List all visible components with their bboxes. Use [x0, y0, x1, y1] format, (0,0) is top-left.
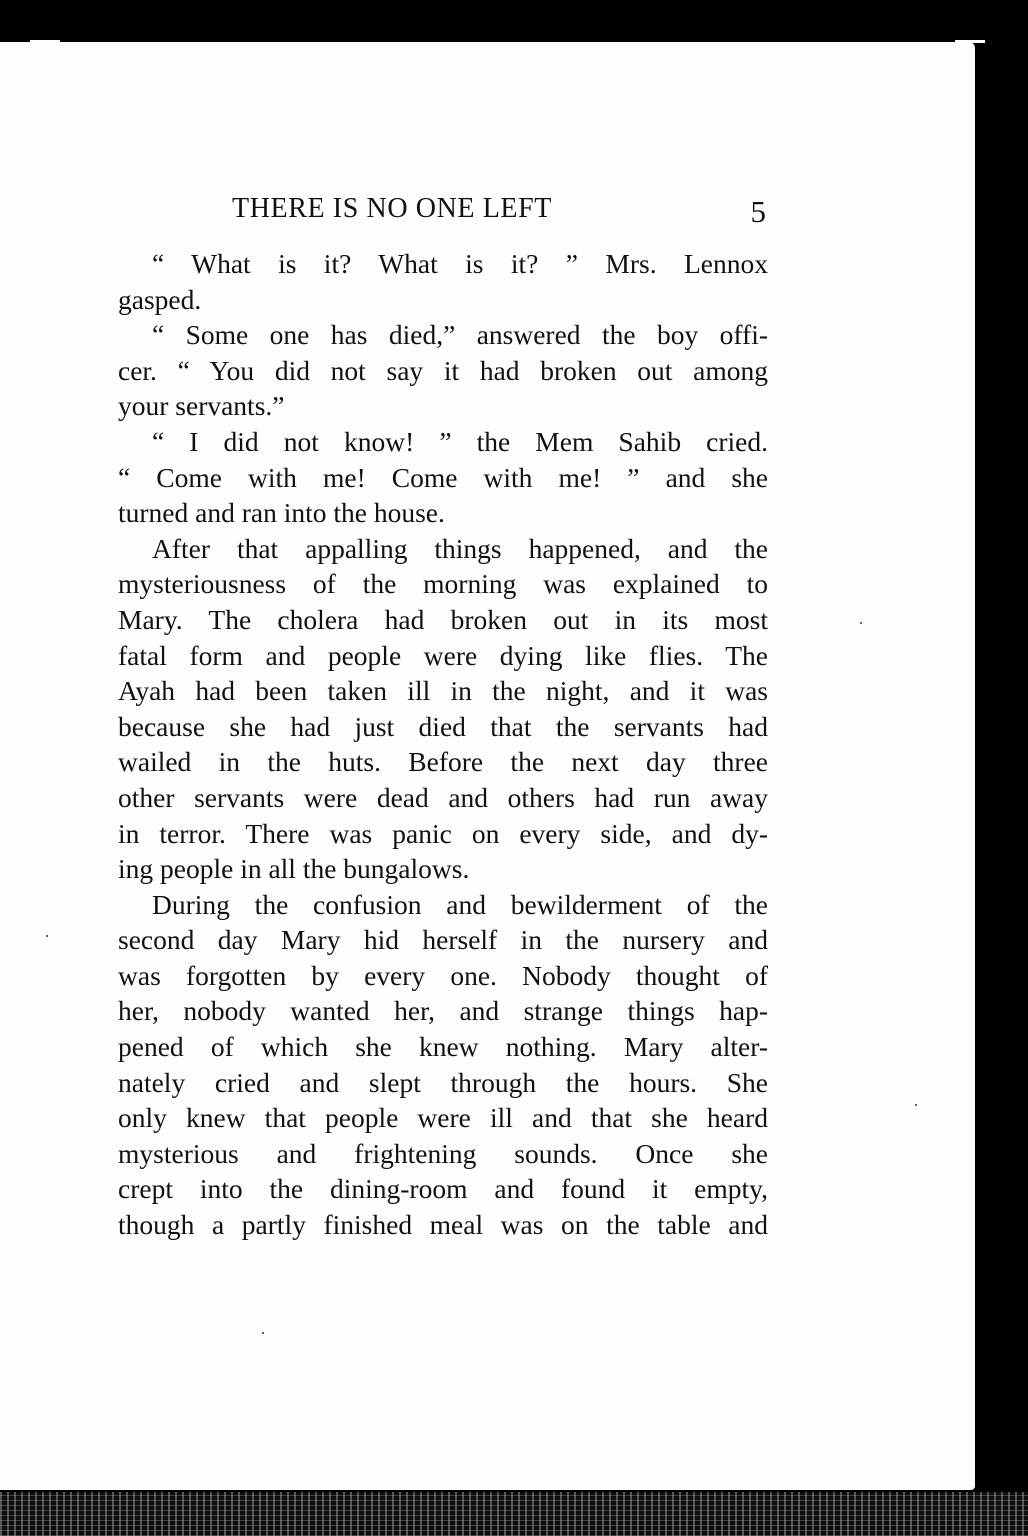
scan-bottom-noise [0, 1492, 1028, 1536]
page-number: 5 [750, 194, 766, 229]
running-head: THERE IS NO ONE LEFT [232, 193, 552, 224]
text-line: Ayah had been taken ill in the night, and it was [118, 675, 768, 707]
text-line: though a partly finished meal was on the table and [118, 1209, 768, 1241]
text-line: in terror. There was panic on every side, and dy- [118, 817, 768, 849]
text-line: fatal form and people were dying like flies. The [118, 639, 768, 671]
text-line: was forgotten by every one. Nobody thought of [118, 959, 768, 991]
text-line: mysterious and frightening sounds. Once she [118, 1137, 768, 1169]
text-line: “ Some one has died,” answered the boy offi- [152, 319, 768, 351]
scan-speck [46, 935, 48, 937]
text-line: “ Come with me! Come with me! ” and she [118, 461, 768, 493]
text-line: “ I did not know! ” the Mem Sahib cried. [152, 425, 768, 457]
text-line: second day Mary hid herself in the nursery and [118, 924, 768, 956]
page-header [118, 190, 768, 234]
text-line: crept into the dining-room and found it empty, [118, 1173, 768, 1205]
text-line: “ What is it? What is it? ” Mrs. Lennox [152, 248, 768, 279]
scan-speck [915, 1104, 917, 1106]
text-line: pened of which she knew nothing. Mary alter- [118, 1031, 768, 1063]
text-line: nately cried and slept through the hours. She [118, 1066, 768, 1098]
text-line: cer. “ You did not say it had broken out among [118, 354, 768, 386]
text-line: Mary. The cholera had broken out in its most [118, 603, 768, 635]
text-line: During the confusion and bewilderment of the [152, 888, 768, 920]
scan-speck [860, 622, 862, 624]
text-line: mysteriousness of the morning was explained to [118, 568, 768, 600]
text-line: her, nobody wanted her, and strange things hap- [118, 995, 768, 1027]
text-line: other servants were dead and others had run away [118, 781, 768, 813]
text-line: ing people in all the bungalows. [118, 853, 470, 885]
text-line: turned and ran into the house. [118, 497, 445, 529]
text-line: wailed in the huts. Before the next day three [118, 746, 768, 778]
text-line: After that appalling things happened, and the [152, 532, 768, 564]
scan-speck [262, 1332, 264, 1334]
text-line: only knew that people were ill and that she heard [118, 1102, 768, 1134]
text-line: because she had just died that the servants had [118, 710, 768, 742]
text-line: your servants.” [118, 390, 285, 422]
text-line: gasped. [118, 283, 202, 315]
body-text [118, 246, 768, 1243]
